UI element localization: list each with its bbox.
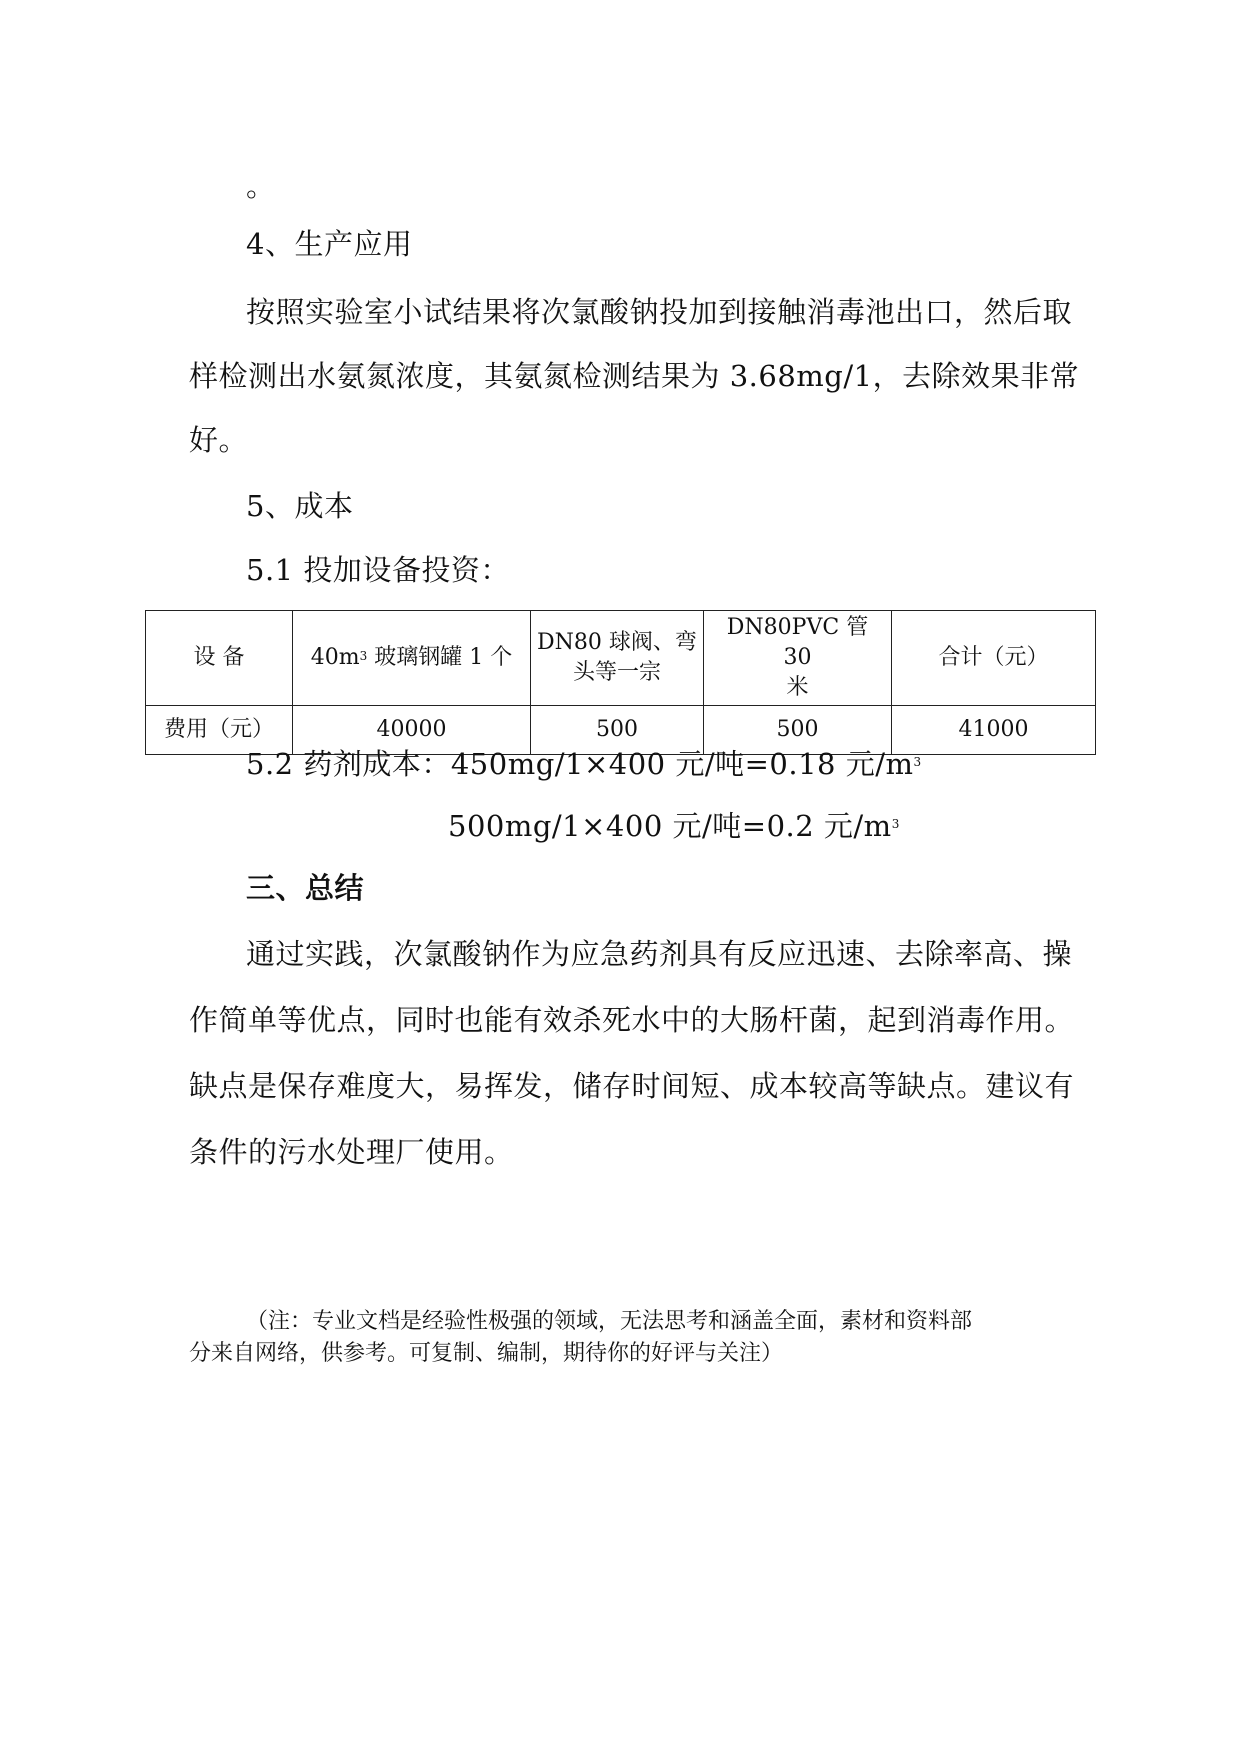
summary-paragraph-line-1: 通过实践，次氯酸钠作为应急药剂具有反应迅速、去除率高、操 — [246, 937, 1073, 971]
cell-tank-cost: 40000 — [293, 706, 531, 755]
section-5-1-heading: 5.1 投加设备投资： — [246, 553, 510, 587]
section-4-paragraph-line-2: 样检测出水氨氮浓度，其氨氮检测结果为 3.68mg/1，去除效果非常 — [189, 359, 1080, 393]
summary-heading: 三、总结 — [246, 871, 365, 905]
section-5-2-line-2: 500mg/1×400 元/吨=0.2 元$/m^3$ — [448, 809, 900, 843]
header-cell-valves: DN80 球阀、弯 头等一宗 — [531, 611, 704, 706]
section-4-paragraph-line-1: 按照实验室小试结果将次氯酸钠投加到接触消毒池出口，然后取 — [246, 295, 1073, 329]
header-cell-tank: $40m^3$ 玻璃钢罐 1 个 — [293, 611, 531, 706]
section-5-2-line-1: 5.2 药剂成本：450mg/1×400 元/吨=0.18 元$/m^3$ — [246, 747, 922, 781]
cell-valves-cost: 500 — [531, 706, 704, 755]
summary-paragraph-line-4: 条件的污水处理厂使用。 — [189, 1135, 514, 1169]
summary-paragraph-line-3: 缺点是保存难度大，易挥发，储存时间短、成本较高等缺点。建议有 — [189, 1069, 1075, 1103]
cell-cost-label: 费用（元） — [146, 706, 293, 755]
footnote-line-1: （注：专业文档是经验性极强的领域，无法思考和涵盖全面，素材和资料部 — [246, 1309, 973, 1334]
section-4-paragraph-line-3: 好。 — [189, 423, 249, 457]
section-5-heading: 5、成本 — [246, 489, 354, 523]
header-cell-pipe: DN80PVC 管 30 米 — [704, 611, 892, 706]
summary-paragraph-line-2: 作简单等优点，同时也能有效杀死水中的大肠杆菌，起到消毒作用。 — [189, 1003, 1075, 1037]
cell-pipe-cost: 500 — [704, 706, 892, 755]
header-cell-equipment: 设 备 — [146, 611, 293, 706]
footnote-line-2: 分来自网络，供参考。可复制、编制，期待你的好评与关注） — [189, 1341, 784, 1366]
section-4-heading: 4、生产应用 — [246, 227, 413, 261]
table-header-row — [146, 611, 1096, 706]
header-cell-total: 合计（元） — [892, 611, 1096, 706]
cell-total-cost: 41000 — [892, 706, 1096, 755]
leading-punctuation: 。 — [246, 169, 276, 203]
equipment-cost-table — [145, 610, 1096, 755]
